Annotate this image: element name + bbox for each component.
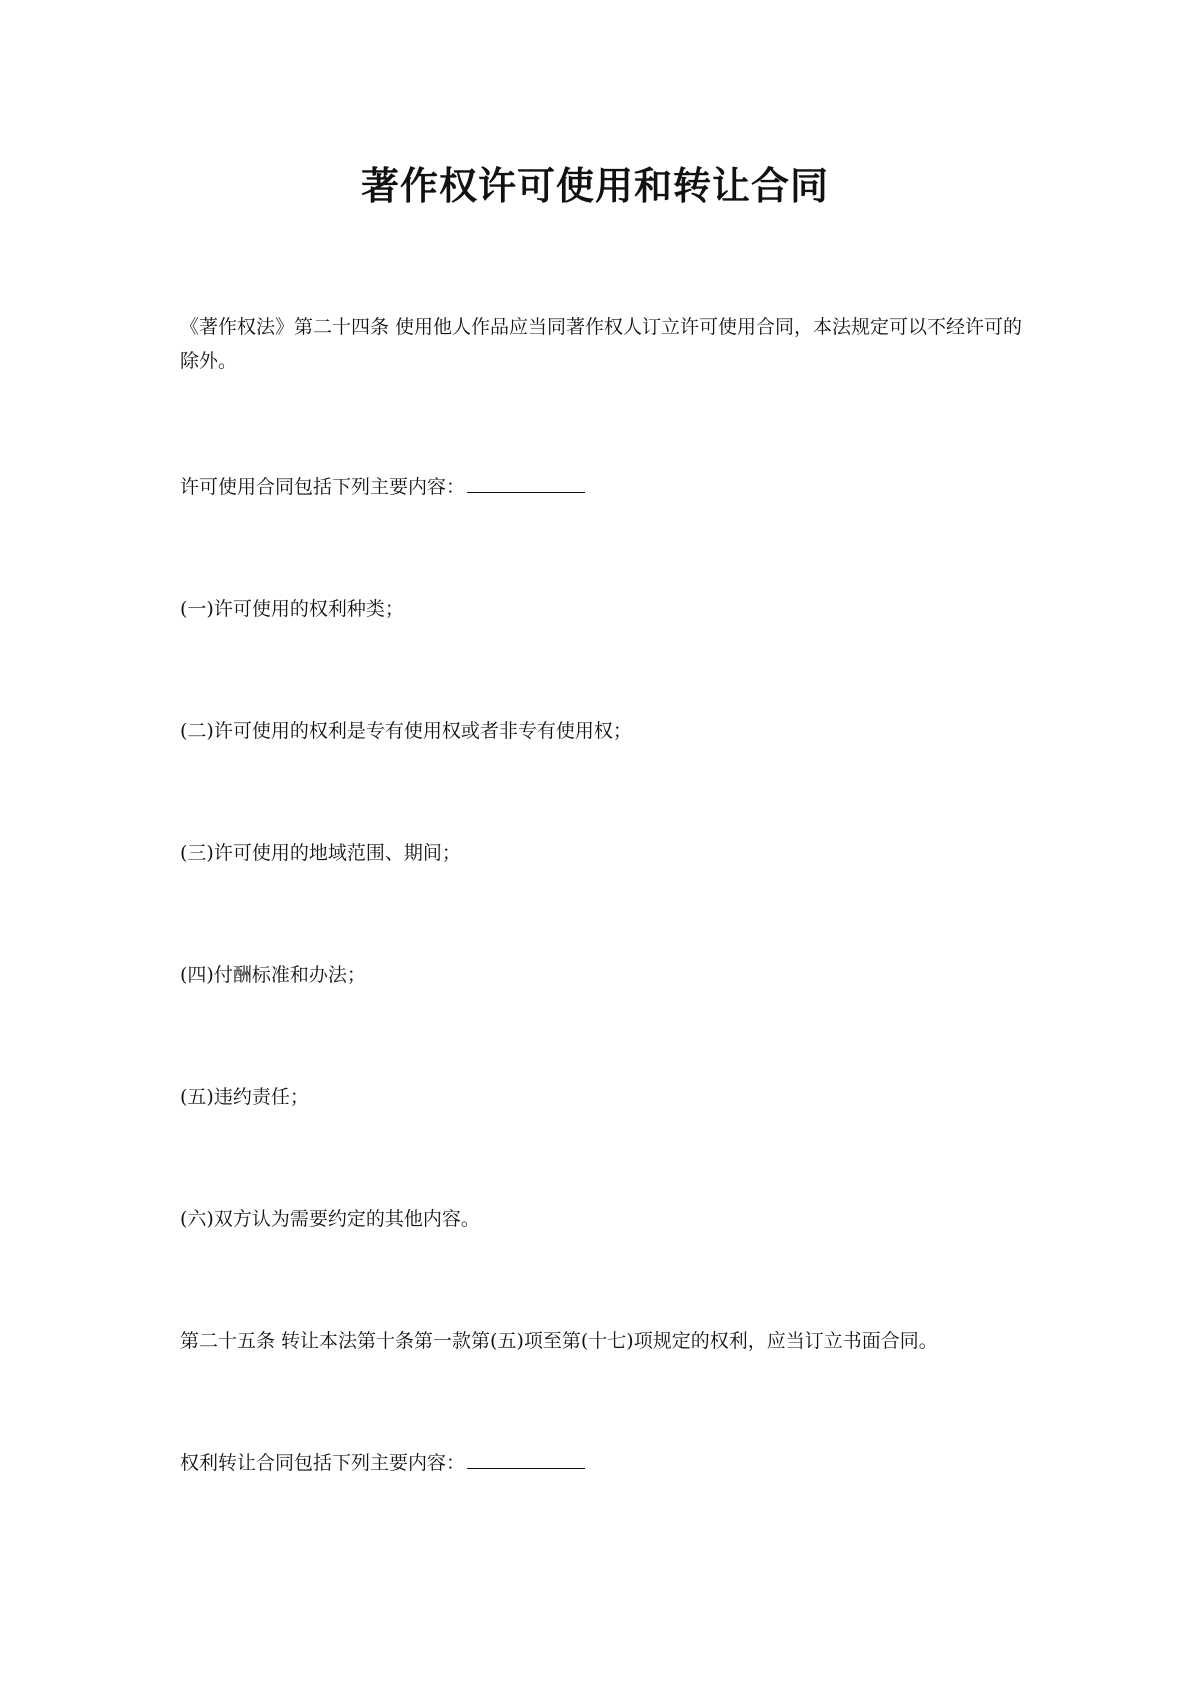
paragraph-license-contents-heading (180, 470, 1030, 504)
list-item-3 (180, 836, 1030, 870)
paragraph-text: (四)付酬标准和办法； (180, 964, 366, 986)
list-item-4 (180, 958, 1030, 992)
paragraph-text: (二)许可使用的权利是专有使用权或者非专有使用权； (180, 720, 632, 742)
paragraph-article-24 (180, 310, 1030, 378)
fill-in-blank-line (467, 1450, 585, 1469)
paragraph-text: 权利转让合同包括下列主要内容： (180, 1452, 466, 1474)
paragraph-text: 《著作权法》第二十四条 使用他人作品应当同著作权人订立许可使用合同，本法规定可以不经许可的除外。 (180, 316, 1023, 372)
list-item-5 (180, 1080, 1030, 1114)
paragraph-article-25 (180, 1324, 1030, 1358)
list-item-6 (180, 1202, 1030, 1236)
document-title: 著作权许可使用和转让合同 (360, 163, 829, 208)
paragraph-text: (一)许可使用的权利种类； (180, 598, 404, 620)
paragraph-transfer-contents-heading (180, 1446, 1030, 1480)
paragraph-text: 第二十五条 转让本法第十条第一款第(五)项至第(十七)项规定的权利，应当订立书面合同。 (180, 1330, 938, 1352)
fill-in-blank-line (467, 474, 585, 493)
paragraph-text: (五)违约责任； (180, 1086, 309, 1108)
paragraph-text: (六)双方认为需要约定的其他内容。 (180, 1208, 480, 1230)
paragraph-text: 许可使用合同包括下列主要内容： (180, 476, 466, 498)
paragraph-text: (三)许可使用的地域范围、期间； (180, 842, 461, 864)
list-item-1 (180, 592, 1030, 626)
list-item-2 (180, 714, 1030, 748)
